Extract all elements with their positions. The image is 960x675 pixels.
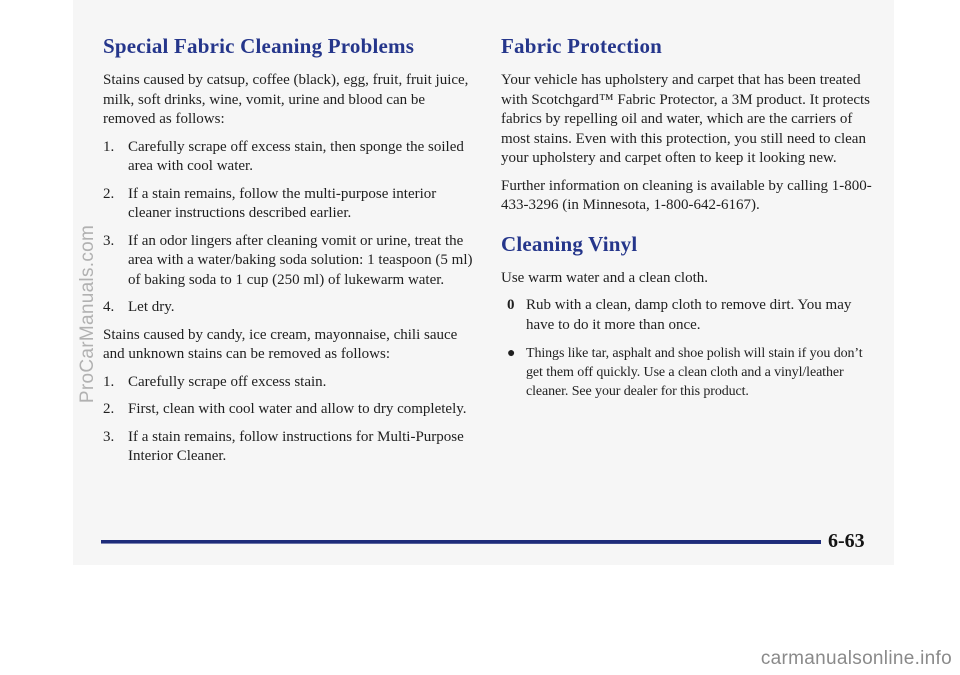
stain-intro-2: Stains caused by candy, ice cream, mayonnaise, chili sauce and unknown stains can be removed as follows:	[103, 326, 458, 362]
bottom-watermark: carmanualsonline.info	[760, 648, 952, 669]
bullet-icon: ●	[507, 346, 516, 361]
list-item: 1. Carefully scrape off excess stain.	[103, 373, 327, 390]
list-item: 3. If a stain remains, follow instructions for Multi-Purpose Interior Cleaner.	[103, 428, 464, 464]
stain-intro-1: Stains caused by catsup, coffee (black), egg, fruit, fruit juice, milk, soft drinks, wine, vomit, urine and blood can be removed as follows:	[103, 72, 469, 127]
right-column	[501, 34, 876, 410]
list-item: ● Things like tar, asphalt and shoe polish will stain if you don’t get them off quickly. Use a clean cloth and a vinyl/leather cleaner. See your dealer for this product.	[507, 346, 863, 399]
vinyl-bullet-list	[501, 296, 876, 401]
footer-rule-shadow	[101, 543, 821, 544]
steps-list-1	[103, 138, 478, 318]
list-item: 1. Carefully scrape off excess stain, then sponge the soiled area with cool water.	[103, 138, 464, 174]
left-column	[103, 34, 478, 475]
page-number: 6-63	[828, 530, 865, 552]
list-item: 4. Let dry.	[103, 299, 175, 315]
bullet-icon: 0	[507, 297, 515, 313]
fabric-protection-text: Your vehicle has upholstery and carpet that has been treated with Scotchgard™ Fabric Protector, a 3M product. It protects fabrics by repelling oil and water, which are the carriers of most stains. Even with this protection, you still need to clean your upholstery and carpet often to keep it looking new.	[501, 72, 871, 166]
list-item: 2. If a stain remains, follow the multi-purpose interior cleaner instructions described earlier.	[103, 185, 437, 221]
fabric-protection-heading: Fabric Protection	[501, 34, 663, 58]
list-item: 3. If an odor lingers after cleaning vomit or urine, treat the area with a water/baking soda solution: 1 teaspoon (5 ml) of baking soda to 1 cup (250 ml) of lukewarm water.	[103, 232, 473, 288]
phone-info-text: Further information on cleaning is available by calling 1-800-433-3296 (in Minnesota, 1-800-642-6167).	[501, 177, 872, 213]
side-watermark: ProCarManuals.com	[77, 224, 98, 404]
steps-list-2	[103, 373, 478, 467]
list-item: 0 Rub with a clean, damp cloth to remove dirt. You may have to do it more than once.	[507, 297, 852, 333]
special-fabric-heading: Special Fabric Cleaning Problems	[103, 34, 415, 58]
vinyl-intro-text: Use warm water and a clean cloth.	[501, 269, 708, 286]
cleaning-vinyl-heading: Cleaning Vinyl	[501, 231, 638, 256]
list-item: 2. First, clean with cool water and allow to dry completely.	[103, 401, 467, 417]
